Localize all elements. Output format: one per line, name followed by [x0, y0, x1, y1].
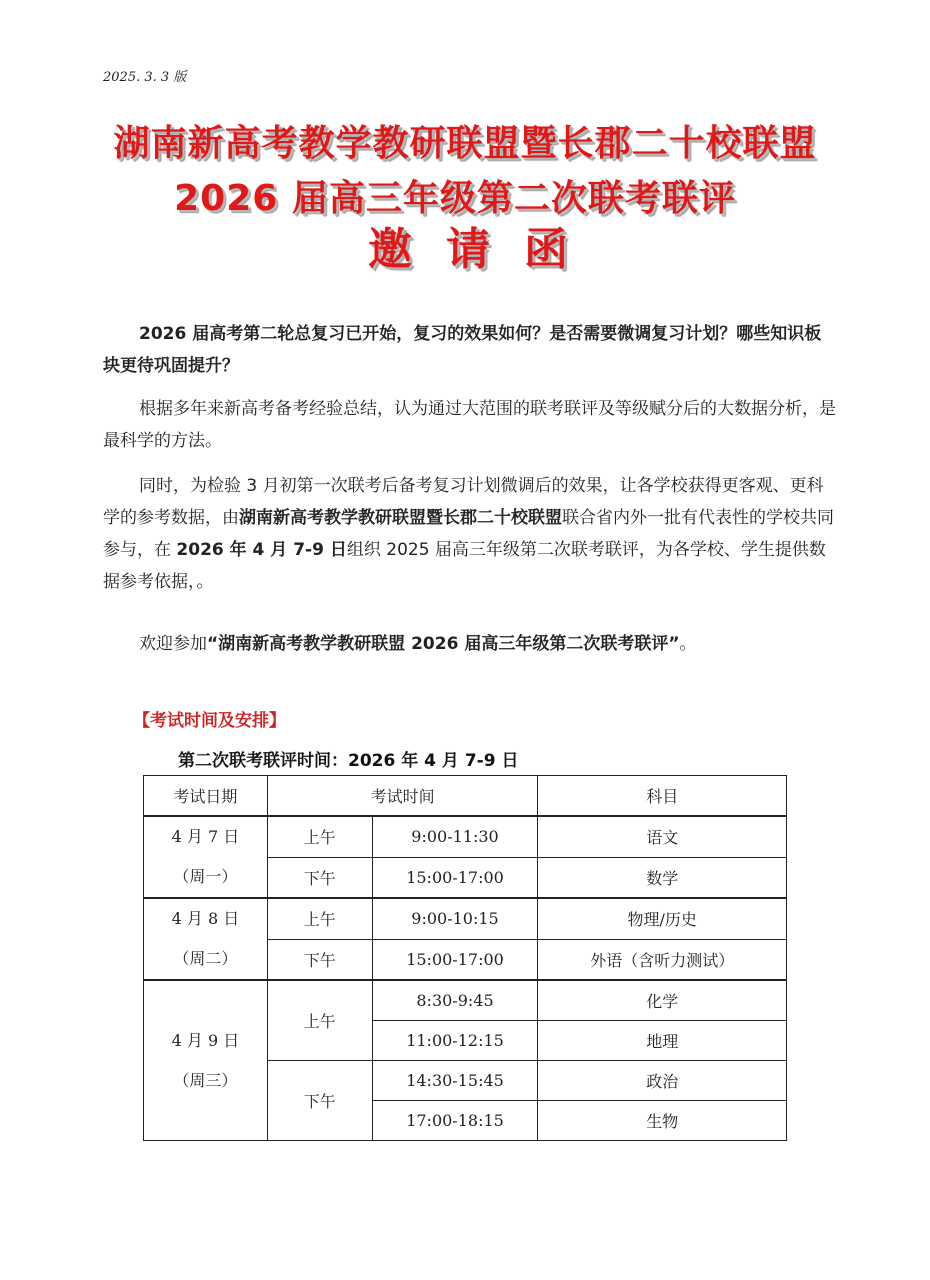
time-cell: 15:00-17:00	[372, 857, 538, 898]
p4-text-c: 。	[679, 634, 697, 654]
day-2-weekday: （周二）	[173, 949, 238, 968]
title-line-2: 2026 届高三年级第二次联考联评	[174, 178, 736, 219]
period-pm: 下午	[267, 939, 372, 980]
intro-paragraph-1: 2026 届高考第二轮总复习已开始，复习的效果如何？是否需要微调复习计划？哪些知识板块更待巩固提升？	[103, 324, 822, 376]
time-cell: 9:00-11:30	[372, 816, 538, 857]
time-cell: 17:00-18:15	[372, 1101, 538, 1141]
time-cell: 8:30-9:45	[372, 980, 538, 1021]
header-time: 考试时间	[267, 776, 538, 817]
day-3-weekday: （周三）	[173, 1070, 238, 1090]
table-header-row	[144, 776, 787, 817]
alliance-name: 湖南新高考教学教研联盟暨长郡二十校联盟	[239, 508, 562, 528]
p3-text-c: 联合省内外一批有代表性的学校共同参与，在	[103, 508, 834, 560]
day-3-cell	[144, 980, 268, 1141]
day-2-date: 4 月 8 日	[171, 909, 240, 928]
subject-cell: 政治	[538, 1061, 787, 1101]
schedule-title: 第二次联考联评时间：2026 年 4 月 7-9 日	[178, 751, 519, 771]
day-2-cell	[144, 898, 268, 980]
time-cell: 9:00-10:15	[372, 898, 538, 939]
event-name: “湖南新高考教学教研联盟 2026 届高三年级第二次联考联评”	[207, 634, 680, 654]
subject-cell: 生物	[538, 1101, 787, 1141]
intro-paragraph-3	[103, 470, 838, 598]
table-row	[144, 898, 787, 939]
time-cell: 15:00-17:00	[372, 939, 538, 980]
exam-dates: 2026 年 4 月 7-9 日	[176, 540, 347, 560]
subject-cell: 语文	[538, 816, 787, 857]
version-label: 2025. 3. 3 版	[103, 70, 187, 85]
table-row	[144, 816, 787, 857]
header-subject: 科目	[538, 776, 787, 817]
day-1-date: 4 月 7 日	[171, 827, 240, 846]
header-date: 考试日期	[144, 776, 268, 817]
subject-cell: 化学	[538, 980, 787, 1021]
table-row	[144, 980, 787, 1021]
subject-cell: 地理	[538, 1021, 787, 1061]
intro-paragraph-2: 根据多年来新高考备考经验总结，认为通过大范围的联考联评及等级赋分后的大数据分析，是最科学的方法。	[103, 399, 836, 451]
period-am: 上午	[267, 816, 372, 857]
period-pm: 下午	[267, 1061, 372, 1141]
period-am: 上午	[267, 980, 372, 1061]
section-title: 【考试时间及安排】	[133, 711, 286, 731]
title-line-1: 湖南新高考教学教研联盟暨长郡二十校联盟	[113, 123, 817, 164]
subject-cell: 物理/历史	[538, 898, 787, 939]
subject-cell: 数学	[538, 857, 787, 898]
day-3-date: 4 月 9 日	[171, 1030, 240, 1050]
p3-text-e: 组织 2025 届高三年级第二次联考联评，为各学校、学生提供数据参考依据，。	[103, 540, 826, 592]
time-cell: 11:00-12:15	[372, 1021, 538, 1061]
subject-cell: 外语（含听力测试）	[538, 939, 787, 980]
period-am: 上午	[267, 898, 372, 939]
day-1-weekday: （周一）	[173, 867, 238, 886]
period-pm: 下午	[267, 857, 372, 898]
p4-text-a: 欢迎参加	[139, 634, 207, 654]
intro-paragraph-4	[103, 628, 838, 660]
title-invitation: 邀请函	[368, 224, 602, 275]
time-cell: 14:30-15:45	[372, 1061, 538, 1101]
day-1-cell	[144, 816, 268, 898]
p3-text-a: 同时，为检验 3 月初第一次联考后备考复习计划微调后的效果，让各学校获得更客观、更科学的参考数据，由	[103, 476, 824, 528]
exam-schedule-table	[143, 775, 787, 1141]
